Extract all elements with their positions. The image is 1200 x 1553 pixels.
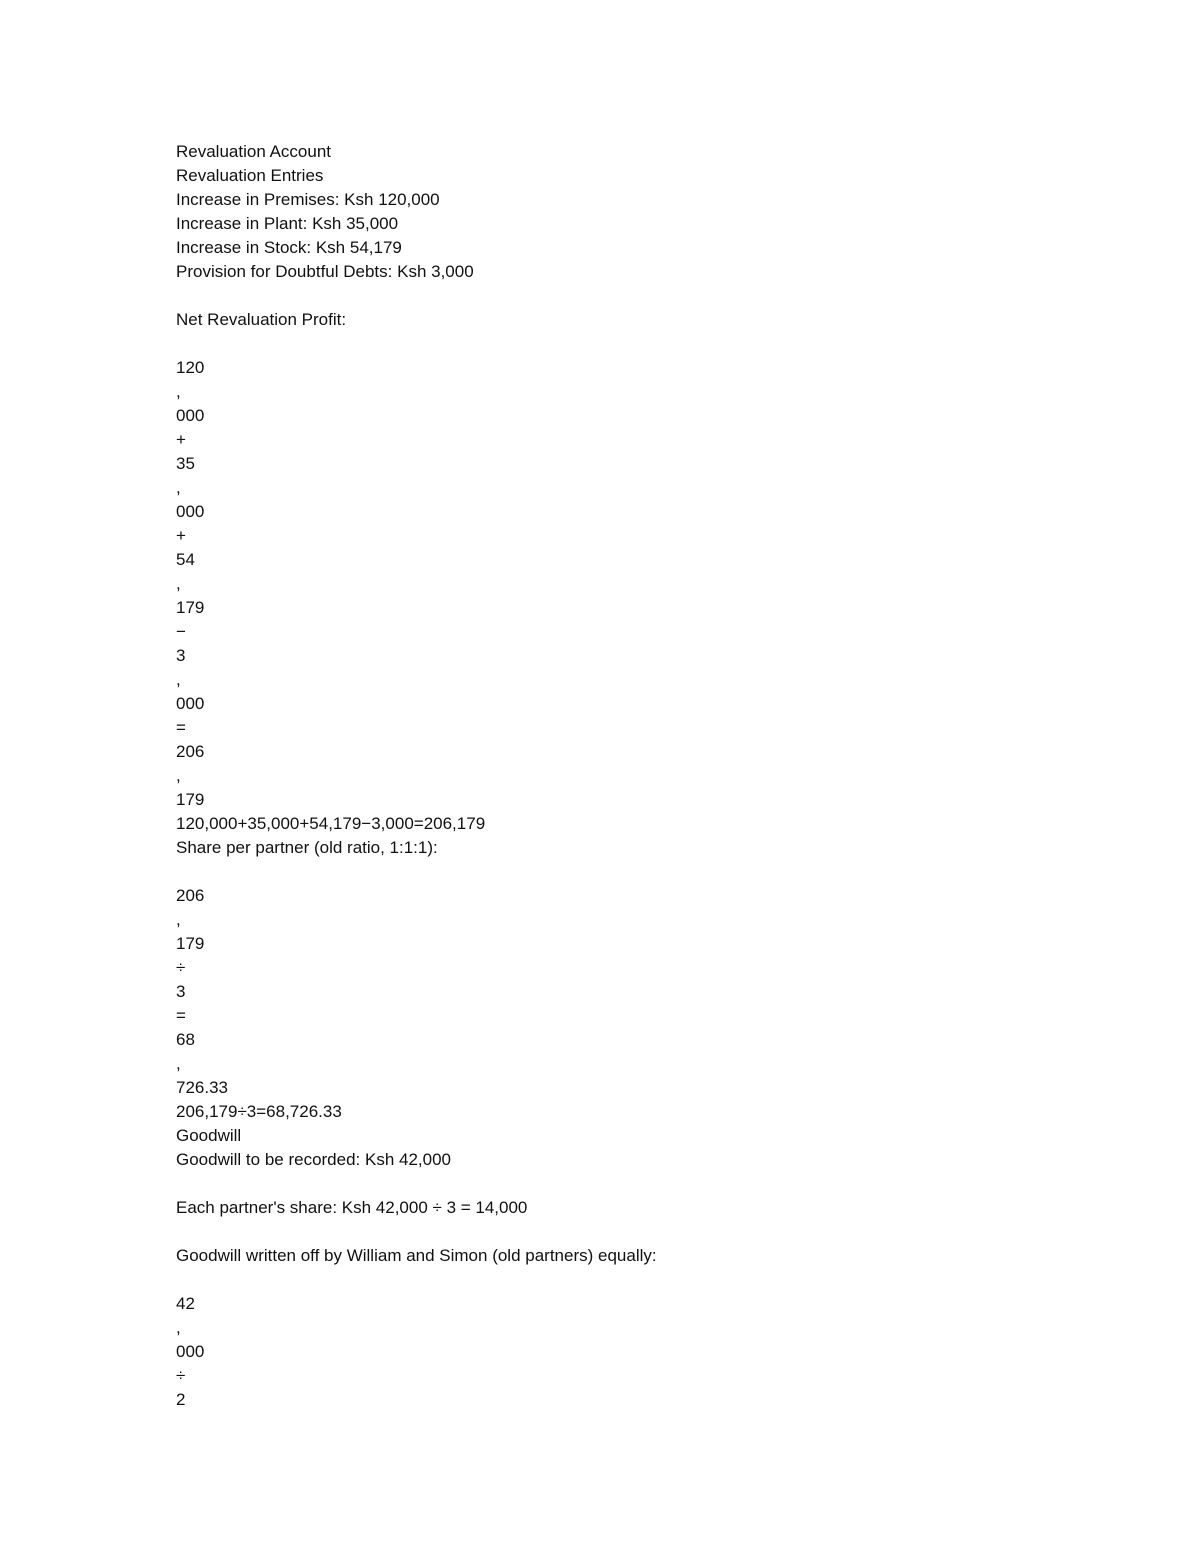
document-body [176,140,1076,1412]
share-per-partner-label: Share per partner (old ratio, 1:1:1): [176,838,438,857]
goodwill-recorded: Goodwill to be recorded: Ksh 42,000 [176,1150,452,1169]
math-token: = [176,1006,186,1025]
math-token: 3 [176,646,186,665]
share-equation: 206,179÷3=68,726.33 [176,1102,342,1121]
heading-revaluation-account: Revaluation Account [176,142,331,161]
entry-premises: Increase in Premises: Ksh 120,000 [176,190,440,209]
math-token: + [176,430,186,449]
math-token: , [176,382,181,401]
math-token: 179 [176,790,205,809]
math-token: , [176,1054,181,1073]
entry-provision: Provision for Doubtful Debts: Ksh 3,000 [176,262,474,281]
math-token: 179 [176,598,205,617]
math-token: 2 [176,1390,186,1409]
math-token: 35 [176,454,195,473]
math-token: 42 [176,1294,195,1313]
entry-stock: Increase in Stock: Ksh 54,179 [176,238,402,257]
goodwill-partner-share: Each partner's share: Ksh 42,000 ÷ 3 = 14,000 [176,1198,528,1217]
blank-line [176,1220,1076,1244]
math-token: , [176,574,181,593]
entry-plant: Increase in Plant: Ksh 35,000 [176,214,399,233]
math-token: , [176,478,181,497]
goodwill-written-off: Goodwill written off by William and Simon (old partners) equally: [176,1246,657,1265]
math-token: 179 [176,934,205,953]
heading-goodwill: Goodwill [176,1126,242,1145]
math-token: 206 [176,886,205,905]
net-revaluation-profit-label: Net Revaluation Profit: [176,310,347,329]
math-token: 000 [176,1342,205,1361]
math-token: , [176,670,181,689]
math-token: 000 [176,406,205,425]
math-token: , [176,910,181,929]
math-token: 120 [176,358,205,377]
math-token: − [176,622,186,641]
math-token: 54 [176,550,195,569]
math-token: = [176,718,186,737]
math-token: 68 [176,1030,195,1049]
net-profit-equation: 120,000+35,000+54,179−3,000=206,179 [176,814,486,833]
blank-line [176,284,1076,308]
blank-line [176,1172,1076,1196]
math-token: 000 [176,694,205,713]
math-token: , [176,1318,181,1337]
math-token: ÷ [176,958,186,977]
math-token: 726.33 [176,1078,228,1097]
math-token: ÷ [176,1366,186,1385]
math-token: + [176,526,186,545]
heading-revaluation-entries: Revaluation Entries [176,166,324,185]
math-token: 000 [176,502,205,521]
math-token: 3 [176,982,186,1001]
blank-line [176,1268,1076,1292]
math-token: , [176,766,181,785]
blank-line [176,860,1076,884]
math-token: 206 [176,742,205,761]
blank-line [176,332,1076,356]
